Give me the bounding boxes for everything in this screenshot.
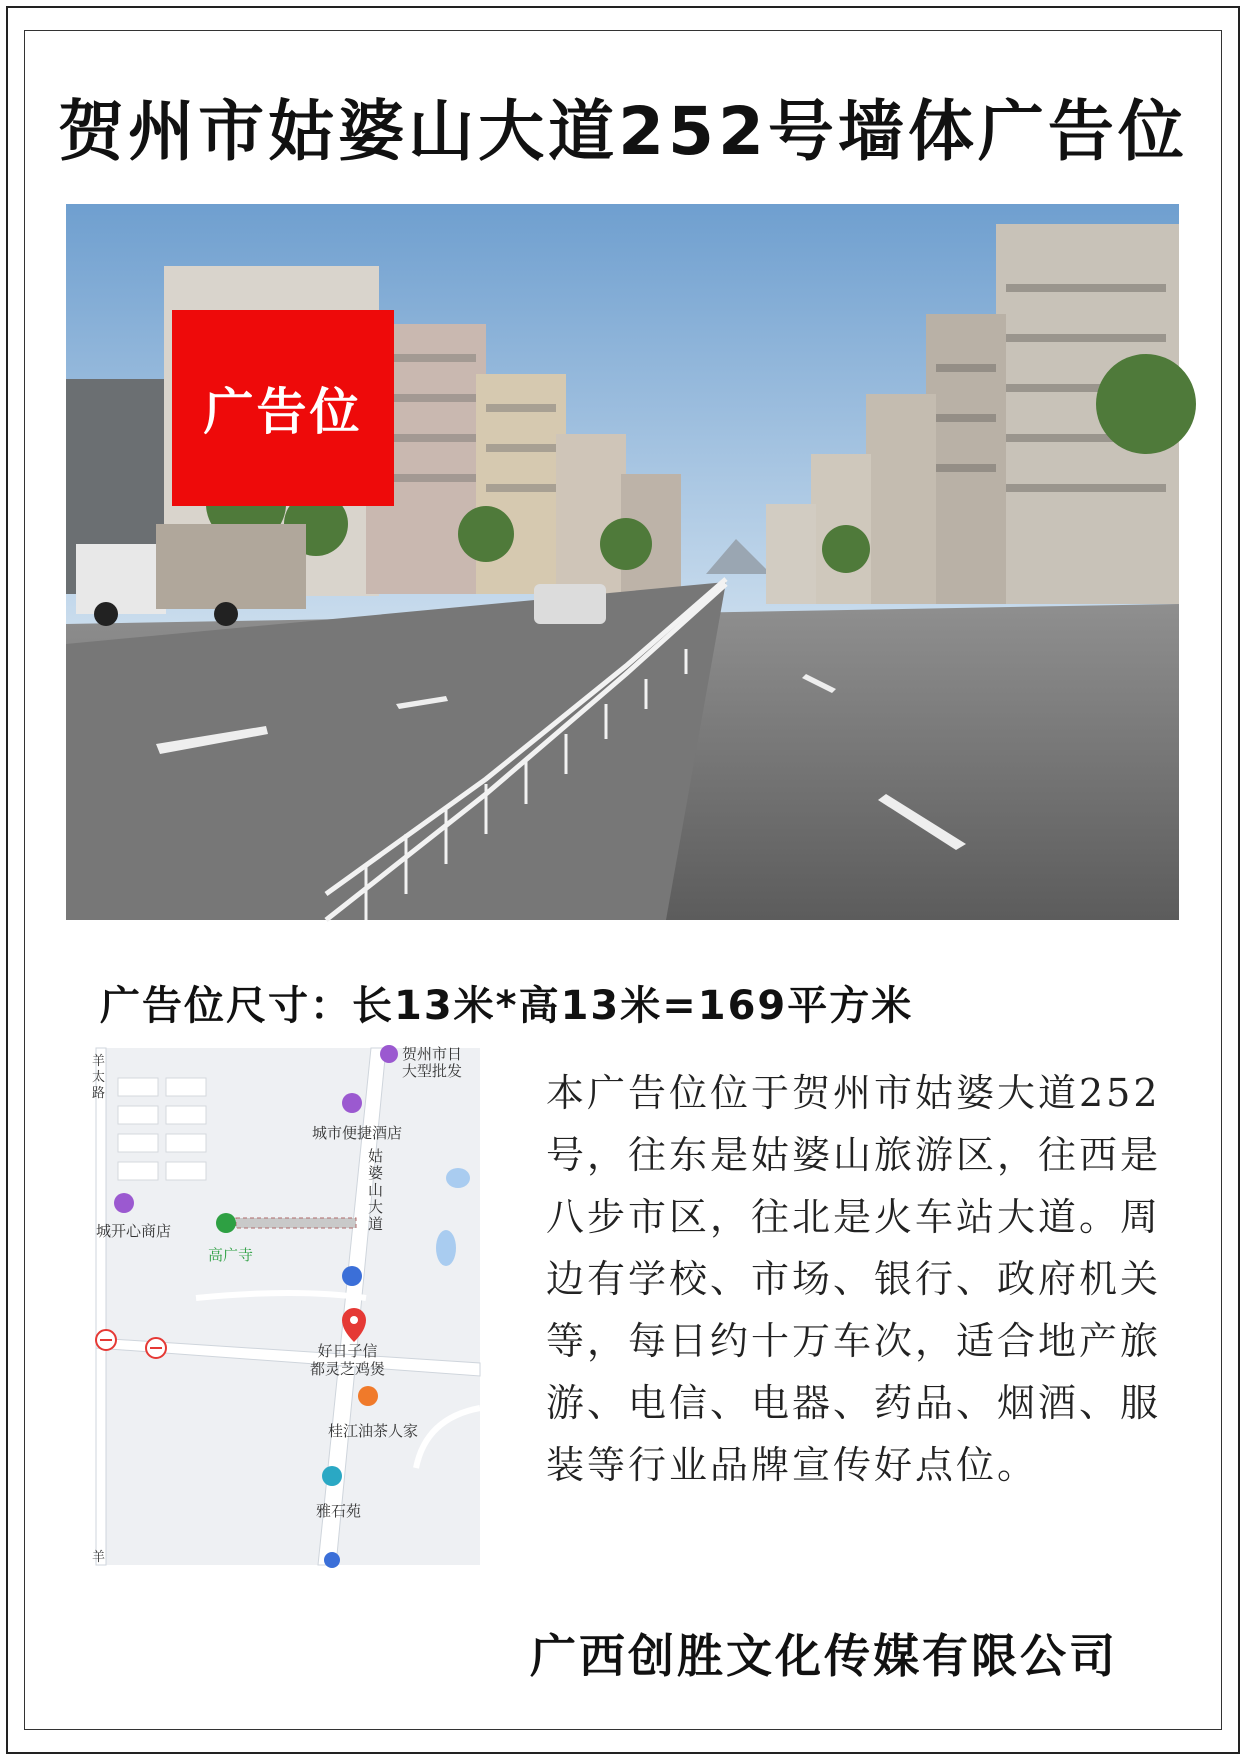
map-label-garden: 雅石苑 (316, 1502, 362, 1520)
map-label-road: 姑婆山大道 (368, 1147, 384, 1233)
map-label-tea: 桂江油茶人家 (328, 1422, 419, 1440)
ad-placement-block: 广告位 (172, 310, 394, 506)
map-label-restaurant: 好日子信 都灵芝鸡煲 (310, 1342, 386, 1378)
ad-description: 本广告位位于贺州市姑婆大道252号，往东是姑婆山旅游区，往西是八步市区，往北是火车站大道。周边有学校、市场、银行、政府机关等，每日约十万车次，适合地产旅游、电信、电器、药品、烟酒、服装等行业品牌宣传好点位。 (546, 1071, 1162, 1487)
street-photo (66, 204, 1179, 920)
ad-size-info: 广告位尺寸：长13米*高13米=169平方米 (100, 983, 914, 1029)
map-label-hotel: 城市便捷酒店 (312, 1124, 403, 1142)
location-map (92, 1045, 480, 1565)
map-label-left-top: 羊太路 (92, 1054, 106, 1101)
poster-title: 贺州市姑婆山大道252号墙体广告位 (58, 93, 1188, 170)
map-roads (96, 1045, 480, 1565)
map-label-left-bottom: 羊 (92, 1550, 106, 1565)
map-label-shop: 城开心商店 (96, 1222, 172, 1240)
map-label-temple: 高广寺 (208, 1246, 254, 1264)
map-label-wholesale: 贺州市日 大型批发 (402, 1045, 463, 1080)
company-name: 广西创胜文化传媒有限公司 (530, 1629, 1118, 1683)
